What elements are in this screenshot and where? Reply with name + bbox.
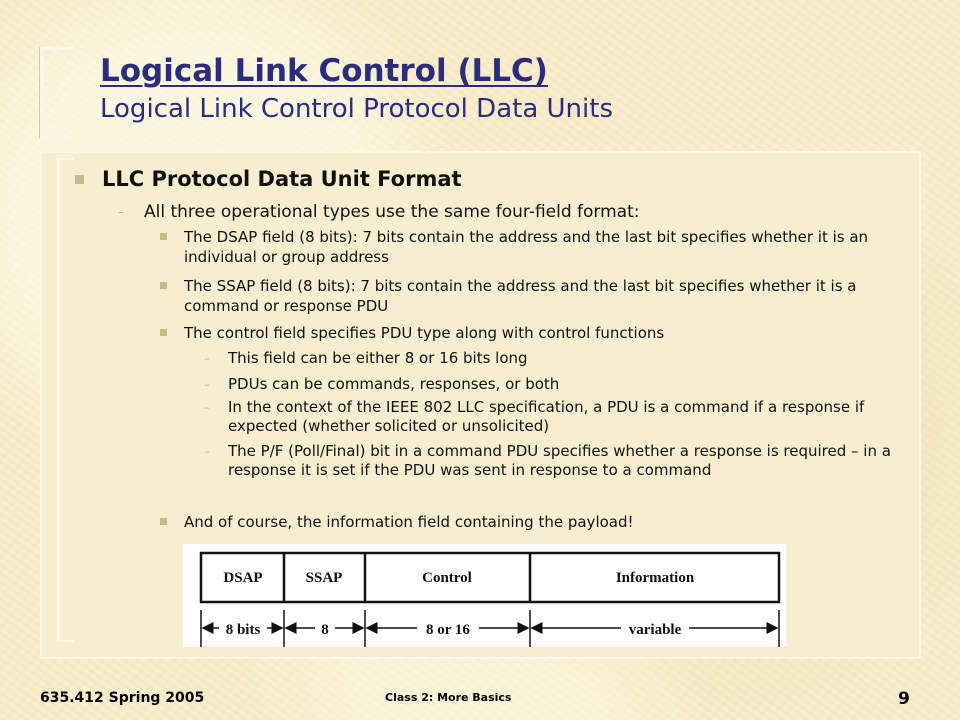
- sub-item-text: The P/F (Poll/Final) bit in a command PDU specifies whether a response is required – in a response it is set if the PDU was sent in response to a command: [228, 442, 891, 479]
- panel-bracket-decoration: [57, 158, 74, 642]
- field-label-dsap: DSAP: [223, 570, 263, 586]
- size-label-control: 8 or 16: [426, 622, 470, 638]
- sub-item: [228, 398, 898, 436]
- bullet-text: The DSAP field (8 bits): 7 bits contain the address and the last bit specifies whether it is an individual or group address: [184, 228, 869, 266]
- square-bullet-icon: [160, 282, 167, 289]
- footer-class: Class 2: More Basics: [385, 691, 512, 704]
- heading-bullet-item: [75, 167, 462, 191]
- intro-text: All three operational types use the same four-field format:: [144, 202, 640, 222]
- field-label-information: Information: [615, 570, 695, 586]
- square-bullet-icon: [75, 175, 84, 184]
- sub-item: [228, 375, 898, 395]
- slide-number: 9: [898, 689, 910, 709]
- slide-title: [100, 52, 613, 126]
- pdu-diagram-svg: [183, 544, 786, 647]
- sub-item-text: This field can be either 8 or 16 bits long: [228, 349, 528, 367]
- size-label-information: variable: [628, 622, 682, 638]
- square-bullet-icon: [160, 233, 167, 240]
- sub-item: [228, 349, 898, 369]
- dash-bullet-icon: –: [118, 205, 124, 219]
- pdu-format-diagram: [183, 544, 786, 647]
- sub-item-text: PDUs can be commands, responses, or both: [228, 375, 560, 393]
- square-bullet-icon: [160, 329, 167, 336]
- title-bracket-decoration: [40, 47, 74, 139]
- size-label-ssap: 8: [321, 622, 329, 638]
- bullet-text: And of course, the information field containing the payload!: [184, 513, 634, 531]
- field-label-control: Control: [422, 570, 472, 586]
- bullet-item-ssap: [160, 276, 904, 316]
- bullet-item-information: [160, 512, 904, 532]
- intro-item: [118, 200, 639, 224]
- field-label-ssap: SSAP: [305, 570, 343, 586]
- sub-item-text: In the context of the IEEE 802 LLC specification, a PDU is a command if a response if expected (whether solicited or unsolicited): [228, 398, 865, 435]
- square-bullet-icon: [160, 518, 167, 525]
- bullet-text: The control field specifies PDU type along with control functions: [184, 324, 665, 342]
- sub-item: [228, 442, 898, 480]
- size-label-dsap: 8 bits: [225, 622, 261, 638]
- footer-course: 635.412 Spring 2005: [40, 690, 205, 706]
- title-subtitle: Logical Link Control Protocol Data Units: [100, 94, 613, 124]
- section-heading: LLC Protocol Data Unit Format: [102, 167, 462, 191]
- bullet-text: The SSAP field (8 bits): 7 bits contain the address and the last bit specifies whether it is a command or response PDU: [184, 277, 857, 315]
- title-main: Logical Link Control (LLC): [100, 53, 548, 89]
- bullet-item-control: [160, 323, 904, 343]
- bullet-item-dsap: [160, 227, 904, 267]
